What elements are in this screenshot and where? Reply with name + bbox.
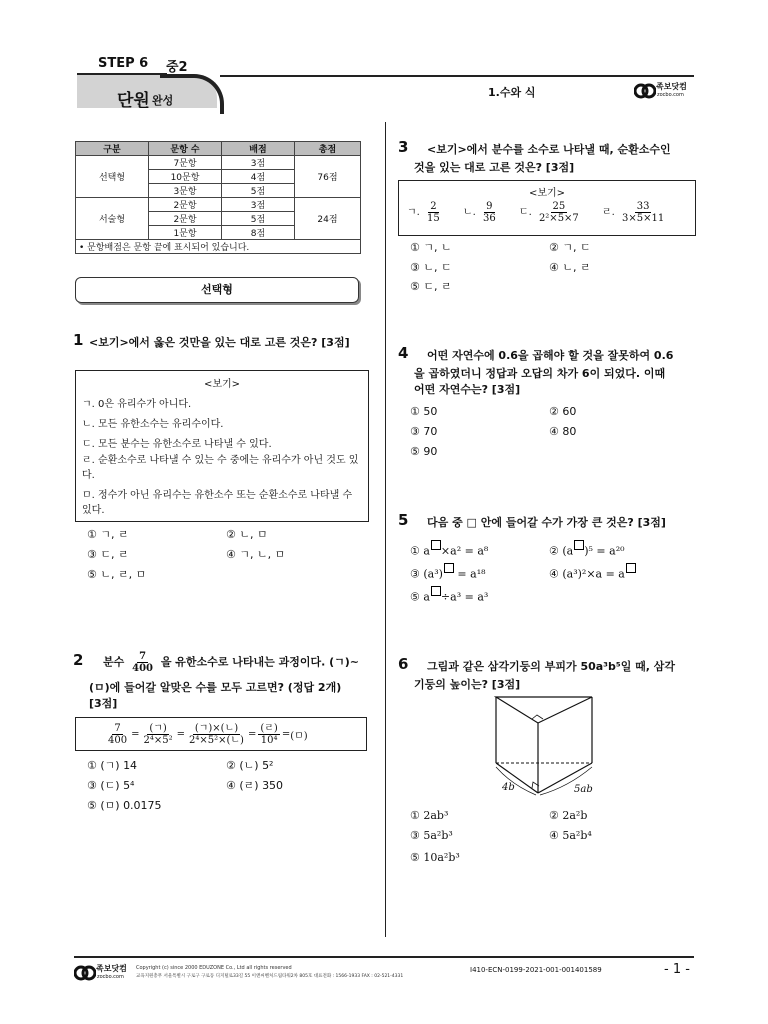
q3-box <box>398 180 696 236</box>
header <box>0 0 768 120</box>
unit-title: 단원 <box>117 91 150 111</box>
page-number: - 1 - <box>664 962 690 977</box>
eq-frac-3 <box>187 723 246 746</box>
q4-text-c: 어떤 자연수는? [3점] <box>414 383 521 396</box>
q2-frac-den: 400 <box>132 663 153 674</box>
table-cell: 2문항 <box>149 212 222 226</box>
q4-option[interactable]: ⑤ 90 <box>410 445 438 458</box>
q3-item-label: ㄱ. <box>407 207 420 218</box>
q2-text-c: (ㅁ)에 들어갈 알맞은 수를 모두 고르면? (정답 2개) <box>89 681 342 694</box>
blank-box-icon <box>431 586 441 596</box>
footer-address: 교육지원총무 서울특별시 구로구 구로동 디지털로33길 55 이앤씨벤처드림타워2차 805호 대표전화 : 1566-1933 FAX : 02-521-4331 <box>136 974 404 979</box>
q3-item-label: ㄴ. <box>462 207 476 218</box>
table-cell: 10문항 <box>149 170 222 184</box>
q3-option[interactable]: ③ ㄴ, ㄷ <box>410 261 452 274</box>
footer-logo <box>74 962 134 984</box>
chapter-title: 1.수와 식 <box>488 86 536 99</box>
q6-option[interactable]: ① 2ab³ <box>410 809 449 822</box>
header-line-right <box>220 75 694 77</box>
q3-den: 3×5×11 <box>622 213 665 224</box>
score-table-header <box>76 142 361 156</box>
q4-option[interactable]: ① 50 <box>410 405 438 418</box>
q4-option[interactable]: ③ 70 <box>410 425 438 438</box>
q3-item-frac <box>537 201 581 224</box>
q6-text-b: 기둥의 높이는? [3점] <box>414 678 521 691</box>
group-total: 24점 <box>295 198 361 240</box>
q2-option[interactable]: ① (ㄱ) 14 <box>87 759 138 772</box>
q5-opt-pre: ⑤ a <box>410 590 430 604</box>
table-cell: 3점 <box>222 198 295 212</box>
col-header: 배점 <box>222 142 295 156</box>
q5-opt-post: ÷a³ = a³ <box>440 590 489 604</box>
table-cell: 3문항 <box>149 184 222 198</box>
q3-text-b: 것을 있는 대로 고른 것은? [3점] <box>414 161 575 174</box>
q5-option[interactable] <box>410 563 486 581</box>
q6-option[interactable]: ③ 5a²b³ <box>410 829 453 842</box>
eq-den: 2⁴×5²×(ㄴ) <box>189 734 244 746</box>
prism-label-left: 4b <box>502 782 515 793</box>
q3-den: 36 <box>482 213 496 224</box>
table-note-row <box>76 240 361 254</box>
q5-text: 다음 중 □ 안에 들어갈 수가 가장 큰 것은? [3점] <box>427 516 666 529</box>
q2-text-b: 을 유한소수로 나타내는 과정이다. (ㄱ)~ <box>160 655 359 669</box>
table-cell: 1문항 <box>149 226 222 240</box>
table-cell: 8점 <box>222 226 295 240</box>
q3-box-title: <보기> <box>528 188 566 199</box>
q3-items <box>407 201 668 224</box>
eq-num: (ㄹ) <box>260 722 278 734</box>
group-total: 76점 <box>295 156 361 198</box>
q3-item-frac <box>481 201 498 224</box>
q1-option[interactable]: ⑤ ㄴ, ㄹ, ㅁ <box>87 568 147 581</box>
q6-option[interactable]: ⑤ 10a²b³ <box>410 851 460 864</box>
q1-number: 1 <box>73 331 84 349</box>
table-note: • 문항배점은 문항 끝에 표시되어 있습니다. <box>76 240 361 254</box>
logo-icon <box>634 80 656 102</box>
q2-option[interactable]: ⑤ (ㅁ) 0.0175 <box>87 799 162 812</box>
blank-box-icon <box>626 563 636 573</box>
q1-option[interactable]: ③ ㄷ, ㄹ <box>87 548 129 561</box>
q1-box-title: <보기> <box>203 379 241 390</box>
q5-option[interactable] <box>549 540 625 558</box>
logo-text: 족보닷컴 <box>656 82 687 91</box>
q3-option[interactable]: ① ㄱ, ㄴ <box>410 241 452 254</box>
eq-num: (ㄱ)×(ㄴ) <box>194 722 239 734</box>
logo-text: 족보닷컴 <box>96 964 127 973</box>
q1-box <box>75 370 369 522</box>
q5-opt-pre: ① a <box>410 544 430 558</box>
column-divider <box>385 122 386 937</box>
section-label-text: 선택형 <box>201 283 233 296</box>
q2-fraction <box>130 651 155 674</box>
step-label: STEP 6 <box>98 56 149 71</box>
q1-item: ㅁ. 정수가 아닌 유리수는 유한소수 또는 순환소수로 나타낼 수 있다. <box>82 490 353 516</box>
q2-option[interactable]: ④ (ㄹ) 350 <box>226 779 284 792</box>
col-header: 총점 <box>295 142 361 156</box>
eq-frac-4 <box>258 723 279 746</box>
table-cell: 4점 <box>222 170 295 184</box>
q1-option[interactable]: ① ㄱ, ㄹ <box>87 528 129 541</box>
q5-opt-post: = a¹⁸ <box>453 567 486 581</box>
q3-number: 3 <box>398 138 409 156</box>
q2-line1 <box>103 651 373 674</box>
blank-box-icon <box>444 563 454 573</box>
q3-num: 25 <box>552 201 566 212</box>
eq-den: 2⁴×5² <box>143 734 173 746</box>
eq-tail: (ㅁ) <box>290 730 308 742</box>
q1-option[interactable]: ② ㄴ, ㅁ <box>226 528 268 541</box>
q3-den: 2²×5×7 <box>538 213 579 224</box>
q3-item-label: ㄷ. <box>518 207 532 218</box>
q5-opt-pre: ③ (a³) <box>410 567 443 581</box>
q3-option[interactable]: ⑤ ㄷ, ㄹ <box>410 280 452 293</box>
footer-copyright: Copyright (c) since 2000 EDUZONE Co., Ltd all rights reserved <box>136 965 292 971</box>
q6-option[interactable]: ② 2a²b <box>549 809 588 822</box>
group-type: 서술형 <box>76 198 149 240</box>
q6-number: 6 <box>398 655 409 673</box>
q1-item: ㄱ. 0은 유리수가 아니다. <box>82 399 192 410</box>
header-logo <box>634 80 694 102</box>
table-row <box>76 156 361 170</box>
q5-opt-post: )⁵ = a²⁰ <box>584 544 625 558</box>
table-cell: 3점 <box>222 156 295 170</box>
score-table <box>75 141 361 254</box>
q3-option[interactable]: ② ㄱ, ㄷ <box>549 241 591 254</box>
grade-label: 중2 <box>166 60 188 75</box>
q2-option[interactable]: ③ (ㄷ) 5⁴ <box>87 779 135 792</box>
table-cell: 7문항 <box>149 156 222 170</box>
q5-number: 5 <box>398 511 409 529</box>
q6-text-a: 그림과 같은 삼각기둥의 부피가 50a³b⁵일 때, 삼각 <box>427 660 676 673</box>
table-row <box>76 198 361 212</box>
eq-num: (ㄱ) <box>149 722 167 734</box>
q1-text: <보기>에서 옳은 것만을 있는 대로 고른 것은? [3점] <box>89 336 350 349</box>
q1-item: ㄴ. 모든 유한소수는 유리수이다. <box>82 419 224 430</box>
eq-num: 7 <box>114 722 121 734</box>
q5-opt-pre: ④ (a³)²×a = a <box>549 567 625 581</box>
q5-option[interactable] <box>549 563 636 581</box>
footer-rule <box>74 956 694 958</box>
q3-option[interactable]: ④ ㄴ, ㄹ <box>549 261 591 274</box>
q3-text-a: <보기>에서 분수를 소수로 나타낼 때, 순환소수인 <box>427 143 671 156</box>
logo-sub: zocbo.com <box>657 92 684 98</box>
q4-text-a: 어떤 자연수에 0.6̇을 곱해야 할 것을 잘못하여 0.6 <box>427 349 674 362</box>
eq-frac-1 <box>106 723 129 746</box>
blank-box-icon <box>574 540 584 550</box>
header-line-top <box>77 73 167 75</box>
q4-text-b: 을 곱하였더니 정답과 오답의 차가 6이 되었다. 이때 <box>414 367 666 380</box>
q3-num: 33 <box>636 201 650 212</box>
q2-frac-num: 7 <box>139 651 147 662</box>
col-header: 구분 <box>76 142 149 156</box>
table-cell: 5점 <box>222 184 295 198</box>
q3-item-label: ㄹ. <box>601 207 615 218</box>
logo-icon <box>74 962 96 984</box>
prism-label-right: 5ab <box>574 784 593 795</box>
table-cell: 5점 <box>222 212 295 226</box>
q2-text-a: 분수 <box>103 655 125 669</box>
q2-option[interactable]: ② (ㄴ) 5² <box>226 759 274 772</box>
footer-code: I410-ECN-0199-2021-001-001401589 <box>470 966 602 974</box>
eq-den: 400 <box>108 734 128 746</box>
eq-frac-2 <box>141 723 174 746</box>
q4-option[interactable]: ④ 80 <box>549 425 577 438</box>
q5-option[interactable] <box>410 586 488 604</box>
q3-num: 2 <box>430 201 437 212</box>
table-cell: 2문항 <box>149 198 222 212</box>
q1-option[interactable]: ④ ㄱ, ㄴ, ㅁ <box>226 548 286 561</box>
q2-equation-box: $\frac{7}{400}$ = $\frac{\text{(ㄱ)}}{\text{2⁴×5²}}$ = $\frac{\text{(ㄱ)×(ㄴ)}}{\text{2⁴×5²×(ㄴ)}}$ = $\frac{\text{(ㄹ)}}{\text{10⁴}}$ = (ㅁ) <box>75 717 367 751</box>
eq-den: 10⁴ <box>260 734 278 746</box>
q1-item: ㄷ. 모든 분수는 유한소수로 나타낼 수 있다. <box>82 439 272 450</box>
q5-opt-post: ×a² = a⁸ <box>440 544 489 558</box>
q4-option[interactable]: ② 60 <box>549 405 577 418</box>
q4-number: 4 <box>398 344 409 362</box>
col-header: 문항 수 <box>149 142 222 156</box>
q3-num: 9 <box>486 201 493 212</box>
q1-item: ㄹ. 순환소수로 나타낼 수 있는 수 중에는 유리수가 아닌 것도 있다. <box>82 455 359 481</box>
q3-item-frac <box>620 201 666 224</box>
q3-item-frac <box>425 201 442 224</box>
q6-option[interactable]: ④ 5a²b⁴ <box>549 829 592 842</box>
unit-title-small: 완성 <box>152 94 174 107</box>
section-label <box>75 277 359 303</box>
q2-text-d: [3점] <box>89 697 118 710</box>
q5-option[interactable] <box>410 540 488 558</box>
group-type: 선택형 <box>76 156 149 198</box>
blank-box-icon <box>431 540 441 550</box>
logo-sub: zocbo.com <box>97 974 124 980</box>
q2-number: 2 <box>73 651 84 669</box>
q5-opt-pre: ② (a <box>549 544 574 558</box>
q3-den: 15 <box>427 213 440 224</box>
